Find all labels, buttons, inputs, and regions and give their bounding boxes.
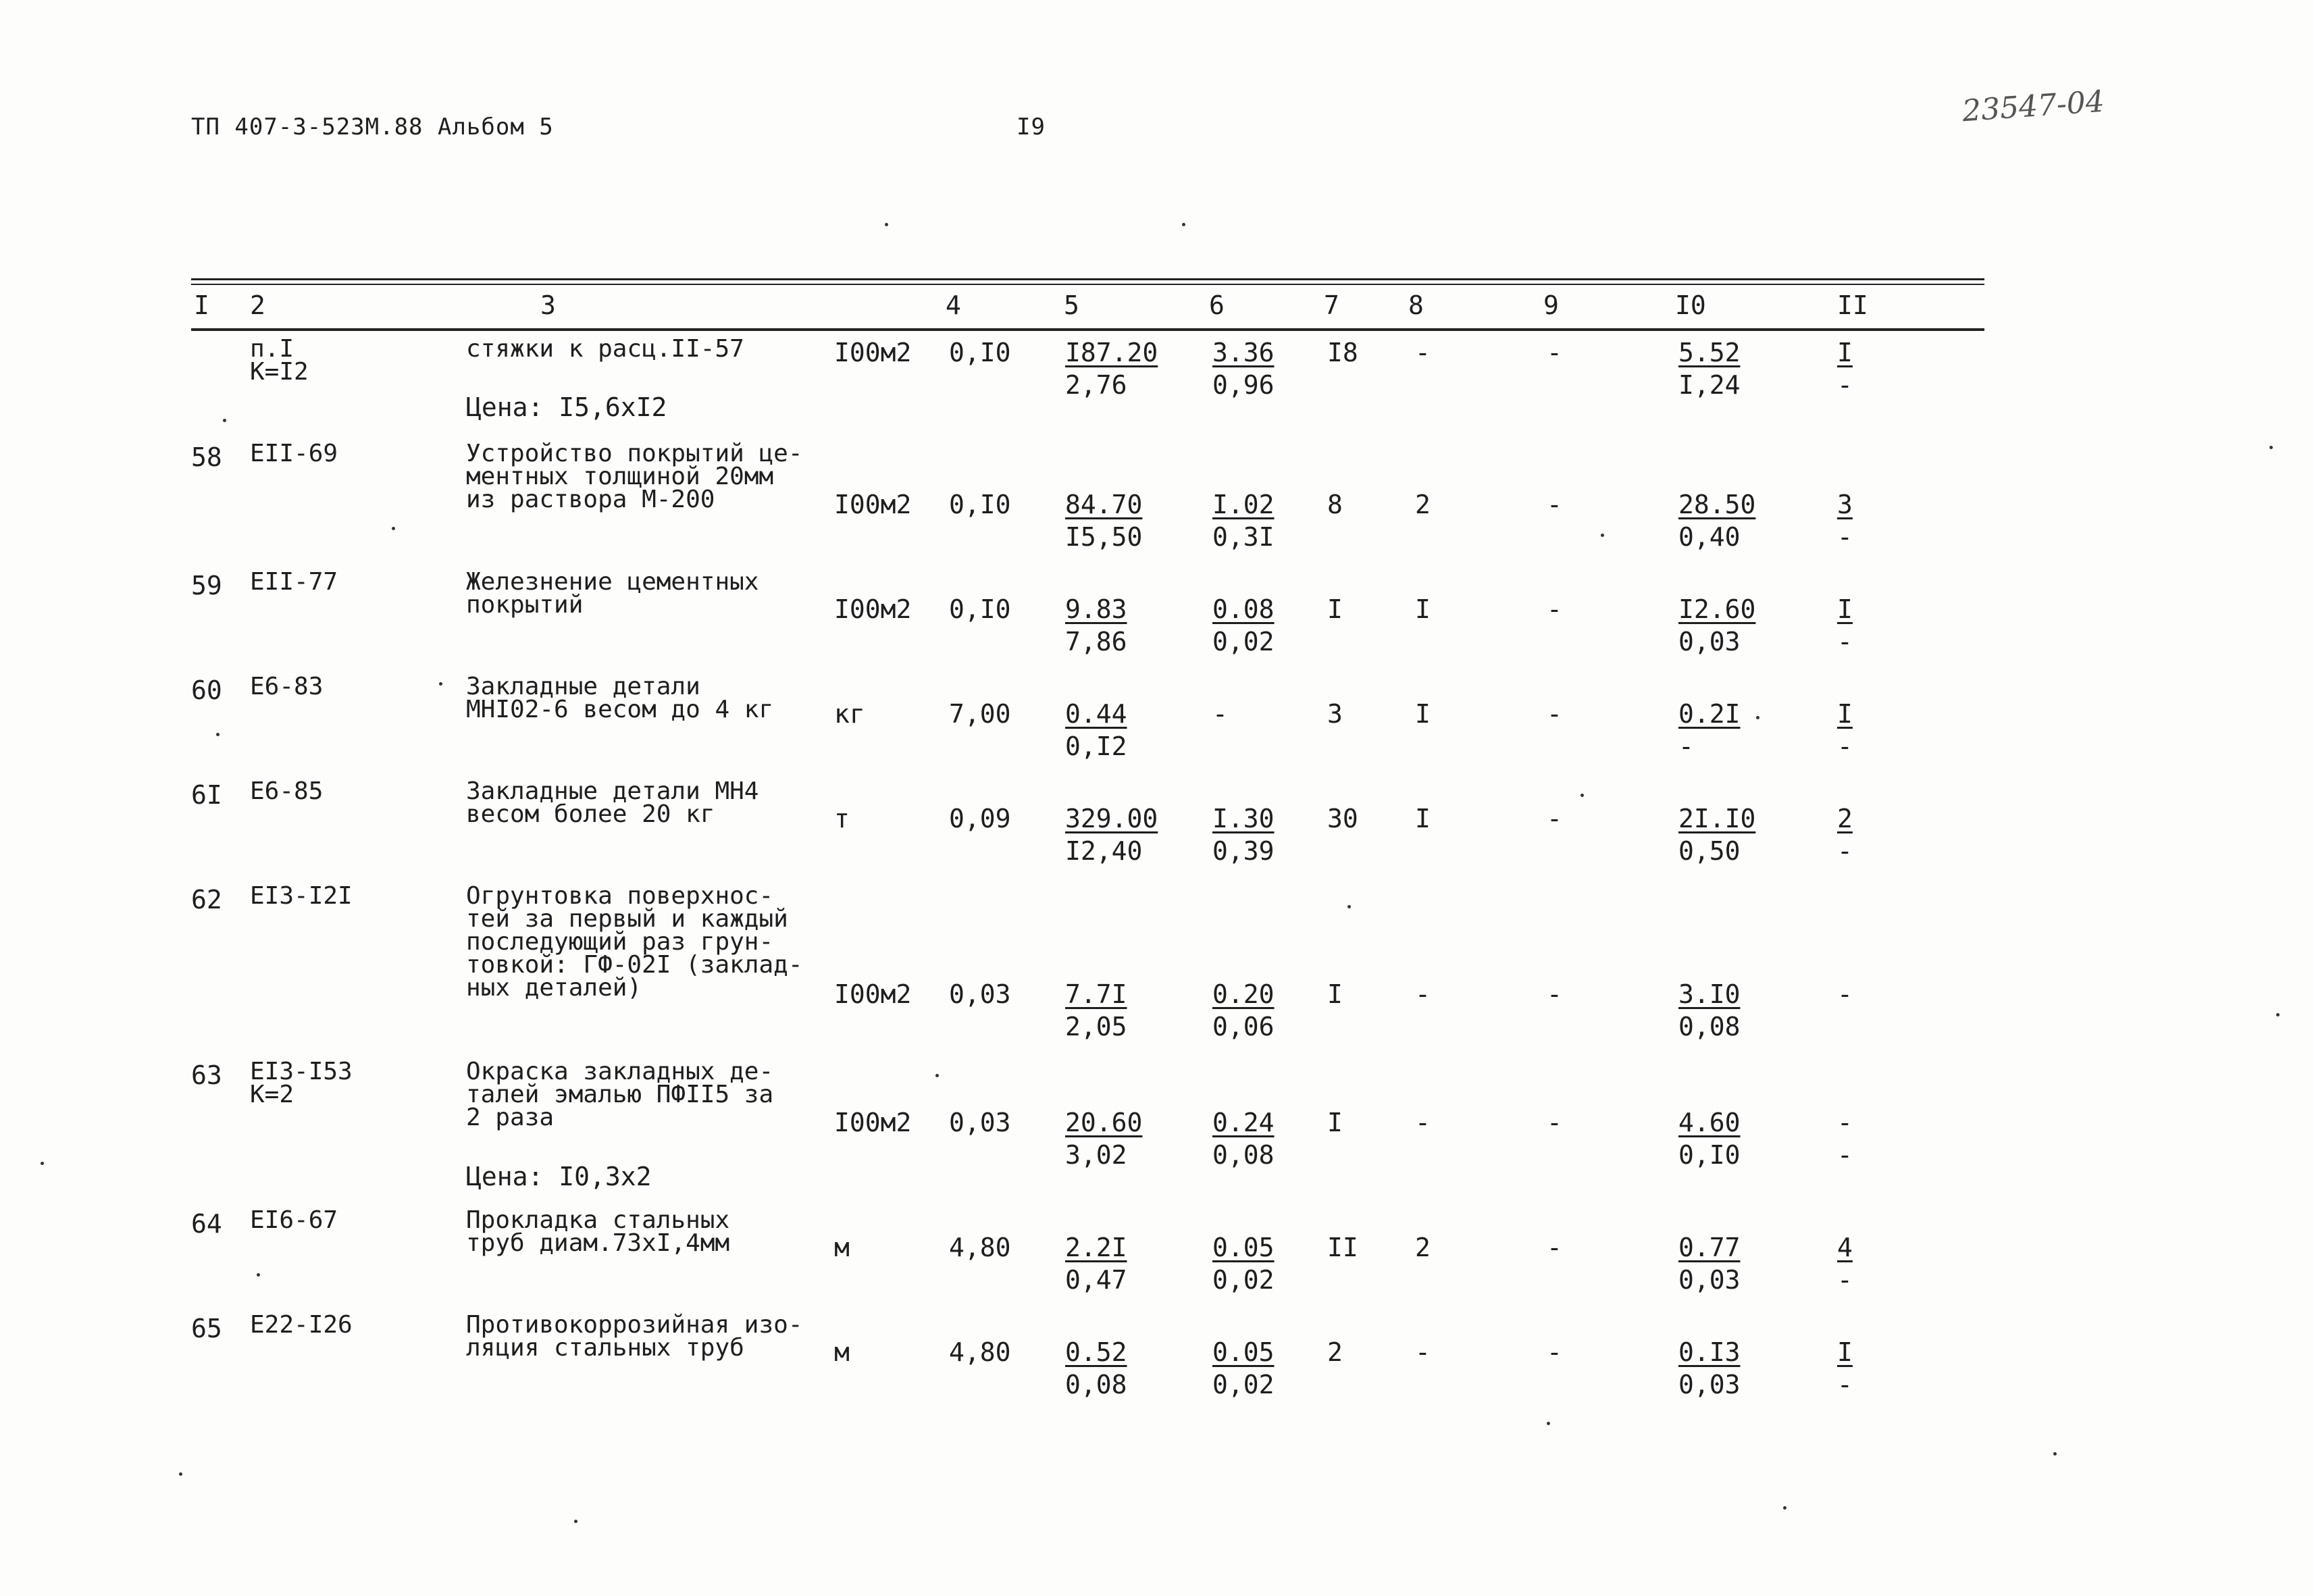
col5-bottom-value: 7,86	[1065, 627, 1127, 657]
unit-of-measure: I00м2	[834, 338, 912, 367]
col8-value: 2	[1415, 490, 1431, 519]
rate-code: Е22-I26	[250, 1311, 353, 1339]
quantity: 0,03	[949, 979, 1011, 1009]
quantity: 4,80	[949, 1337, 1011, 1367]
document-code: ТП 407-3-523М.88 Альбом 5	[191, 113, 554, 140]
col5-bottom-value: 2,76	[1065, 370, 1127, 400]
col6-bottom-value: 0,02	[1212, 627, 1275, 657]
quantity: 4,80	[949, 1233, 1011, 1262]
row-number: 6I	[191, 780, 222, 810]
col6-bottom-value: 0,96	[1212, 370, 1275, 400]
rate-code: п.I К=I2	[250, 335, 309, 386]
page-number: I9	[1017, 113, 1046, 140]
quantity: 0,I0	[949, 490, 1011, 519]
col5-top-value: 9.83	[1065, 594, 1127, 624]
col10-top-value: 4.60	[1678, 1108, 1741, 1137]
work-description: Противокоррозийная изо- ляция стальных труб	[466, 1311, 803, 1362]
col5-top-value: 2.2I	[1065, 1233, 1127, 1262]
quantity: 0,09	[949, 804, 1011, 833]
rate-code: ЕII-77	[250, 568, 338, 596]
col6-bottom-value: 0,08	[1212, 1140, 1275, 1170]
col6-bottom-value: 0,06	[1212, 1012, 1275, 1041]
col6-top-value: 0.05	[1212, 1337, 1275, 1367]
col10-bottom-value: 0,03	[1678, 1265, 1741, 1295]
col5-bottom-value: 0,I2	[1065, 731, 1127, 761]
col5-bottom-value: 0,47	[1065, 1265, 1127, 1295]
col5-top-value: 0.52	[1065, 1337, 1127, 1367]
col10-bottom-value: 0,I0	[1678, 1140, 1741, 1170]
row-number: 59	[191, 571, 222, 600]
col10-top-value: I2.60	[1678, 594, 1756, 624]
col7-value: II	[1327, 1233, 1358, 1262]
col-header-9: 9	[1543, 290, 1559, 320]
col5-bottom-value: 2,05	[1065, 1012, 1127, 1041]
handwritten-inventory-note: 23547-04	[1961, 84, 2106, 129]
col6-bottom-value: 0,02	[1212, 1265, 1275, 1295]
col11-bottom-value: -	[1837, 836, 1853, 866]
col6-bottom-value: 0,39	[1212, 836, 1275, 866]
col10-top-value: 0.77	[1678, 1233, 1741, 1262]
col6-top-value: I.02	[1212, 490, 1275, 519]
work-description: Прокладка стальных труб диам.73хI,4мм	[466, 1206, 730, 1257]
col8-value: -	[1415, 1108, 1431, 1137]
price-note: Цена: I0,3х2	[466, 1162, 652, 1191]
col11-top-value: I	[1837, 699, 1853, 729]
col5-top-value: I87.20	[1065, 338, 1158, 367]
row-number: 65	[191, 1314, 222, 1343]
rate-code: ЕI3-I53 К=2	[250, 1058, 353, 1108]
col5-top-value: 20.60	[1065, 1108, 1143, 1137]
col-header-11: II	[1837, 290, 1868, 320]
col9-value: -	[1547, 594, 1562, 624]
rate-code: Е6-85	[250, 777, 324, 805]
col5-bottom-value: I5,50	[1065, 522, 1143, 552]
col6-bottom-value: 0,02	[1212, 1370, 1275, 1399]
unit-of-measure: I00м2	[834, 490, 912, 519]
col7-value: 2	[1327, 1337, 1343, 1367]
col-header-5: 5	[1064, 290, 1079, 320]
col10-top-value: 3.I0	[1678, 979, 1741, 1009]
col6-top-value: 0.20	[1212, 979, 1275, 1009]
col9-value: -	[1547, 1337, 1562, 1367]
quantity: 0,I0	[949, 594, 1011, 624]
col9-value: -	[1547, 1233, 1562, 1262]
col10-bottom-value: 0,08	[1678, 1012, 1741, 1041]
col-header-10: I0	[1675, 290, 1706, 320]
col11-bottom-value: -	[1837, 1140, 1853, 1170]
rate-code: ЕI3-I2I	[250, 882, 353, 910]
col11-bottom-value: -	[1837, 522, 1853, 552]
col7-value: I	[1327, 979, 1343, 1009]
rate-code: Е6-83	[250, 673, 324, 700]
col-header-8: 8	[1408, 290, 1424, 320]
col8-value: I	[1415, 594, 1431, 624]
col5-top-value: 0.44	[1065, 699, 1127, 729]
col6-top-value: I.30	[1212, 804, 1275, 833]
unit-of-measure: кг	[834, 699, 865, 729]
row-number: 63	[191, 1060, 222, 1090]
col5-bottom-value: 0,08	[1065, 1370, 1127, 1399]
col10-bottom-value: 0,40	[1678, 522, 1741, 552]
col10-bottom-value: 0,03	[1678, 1370, 1741, 1399]
col7-value: I	[1327, 594, 1343, 624]
col10-top-value: 5.52	[1678, 338, 1741, 367]
work-description: Закладные детали МН4 весом более 20 кг	[466, 777, 759, 828]
table-top-rule-inner	[191, 284, 1984, 285]
col6-bottom-value: 0,3I	[1212, 522, 1275, 552]
col8-value: -	[1415, 1337, 1431, 1367]
table-header-rule	[191, 328, 1984, 331]
col7-value: 30	[1327, 804, 1358, 833]
col5-bottom-value: I2,40	[1065, 836, 1143, 866]
col10-top-value: 0.2I	[1678, 699, 1741, 729]
col6-top-value: 0.05	[1212, 1233, 1275, 1262]
col10-top-value: 0.I3	[1678, 1337, 1741, 1367]
col8-value: -	[1415, 338, 1431, 367]
col11-bottom-value: -	[1837, 370, 1853, 400]
col10-bottom-value: -	[1678, 731, 1694, 761]
col11-top-value: I	[1837, 338, 1853, 367]
col-header-1: I	[194, 290, 209, 320]
col9-value: -	[1547, 979, 1562, 1009]
col5-bottom-value: 3,02	[1065, 1140, 1127, 1170]
col5-top-value: 84.70	[1065, 490, 1143, 519]
col8-value: I	[1415, 699, 1431, 729]
col8-value: 2	[1415, 1233, 1431, 1262]
work-description: Железнение цементных покрытий	[466, 568, 759, 619]
quantity: 7,00	[949, 699, 1011, 729]
unit-of-measure: м	[834, 1337, 850, 1367]
col6-top-value: -	[1212, 699, 1228, 729]
col10-top-value: 2I.I0	[1678, 804, 1756, 833]
table-top-rule	[191, 278, 1984, 280]
col11-bottom-value: -	[1837, 627, 1853, 657]
price-note: Цена: I5,6хI2	[466, 392, 667, 422]
row-number: 58	[191, 442, 222, 472]
unit-of-measure: I00м2	[834, 979, 912, 1009]
col7-value: I8	[1327, 338, 1358, 367]
col11-top-value: 4	[1837, 1233, 1853, 1262]
quantity: 0,03	[949, 1108, 1011, 1137]
col11-bottom-value: -	[1837, 731, 1853, 761]
col9-value: -	[1547, 699, 1562, 729]
unit-of-measure: м	[834, 1233, 850, 1262]
col-header-2: 2	[250, 290, 265, 320]
col-header-7: 7	[1324, 290, 1339, 320]
col11-top-value: I	[1837, 1337, 1853, 1367]
col6-top-value: 0.24	[1212, 1108, 1275, 1137]
col10-bottom-value: I,24	[1678, 370, 1741, 400]
col11-top-value: I	[1837, 594, 1853, 624]
col7-value: 8	[1327, 490, 1343, 519]
col8-value: -	[1415, 979, 1431, 1009]
col-header-4: 4	[946, 290, 961, 320]
unit-of-measure: I00м2	[834, 594, 912, 624]
col9-value: -	[1547, 490, 1562, 519]
col10-top-value: 28.50	[1678, 490, 1756, 519]
col9-value: -	[1547, 1108, 1562, 1137]
work-description: Огрунтовка поверхнос- тей за первый и каждый последующий раз грун- товкой: ГФ-02I (заклад- ных деталей)	[466, 882, 803, 1002]
col11-bottom-value: -	[1837, 1370, 1853, 1399]
unit-of-measure: т	[834, 804, 850, 833]
work-description: Закладные детали МНI02-6 весом до 4 кг	[466, 673, 774, 723]
row-number: 62	[191, 885, 222, 915]
col-header-6: 6	[1209, 290, 1225, 320]
col7-value: 3	[1327, 699, 1343, 729]
col7-value: I	[1327, 1108, 1343, 1137]
col11-top-value: -	[1837, 1108, 1853, 1137]
row-number: 60	[191, 675, 222, 705]
col10-bottom-value: 0,03	[1678, 627, 1741, 657]
rate-code: ЕI6-67	[250, 1206, 338, 1234]
col11-top-value: 2	[1837, 804, 1853, 833]
col6-top-value: 0.08	[1212, 594, 1275, 624]
col8-value: I	[1415, 804, 1431, 833]
unit-of-measure: I00м2	[834, 1108, 912, 1137]
col6-top-value: 3.36	[1212, 338, 1275, 367]
row-number: 64	[191, 1209, 222, 1239]
col5-top-value: 329.00	[1065, 804, 1158, 833]
quantity: 0,I0	[949, 338, 1011, 367]
col10-bottom-value: 0,50	[1678, 836, 1741, 866]
work-description: стяжки к расц.II-57	[466, 335, 744, 363]
col11-bottom-value: -	[1837, 1265, 1853, 1295]
col11-top-value: 3	[1837, 490, 1853, 519]
col9-value: -	[1547, 338, 1562, 367]
col5-top-value: 7.7I	[1065, 979, 1127, 1009]
col9-value: -	[1547, 804, 1562, 833]
work-description: Устройство покрытий це- ментных толщиной 20мм из раствора М-200	[466, 440, 803, 513]
rate-code: ЕII-69	[250, 440, 338, 467]
col-header-3: 3	[540, 290, 556, 320]
col11-top-value: -	[1837, 979, 1853, 1009]
work-description: Окраска закладных де- талей эмалью ПФII5 за 2 раза	[466, 1058, 774, 1131]
